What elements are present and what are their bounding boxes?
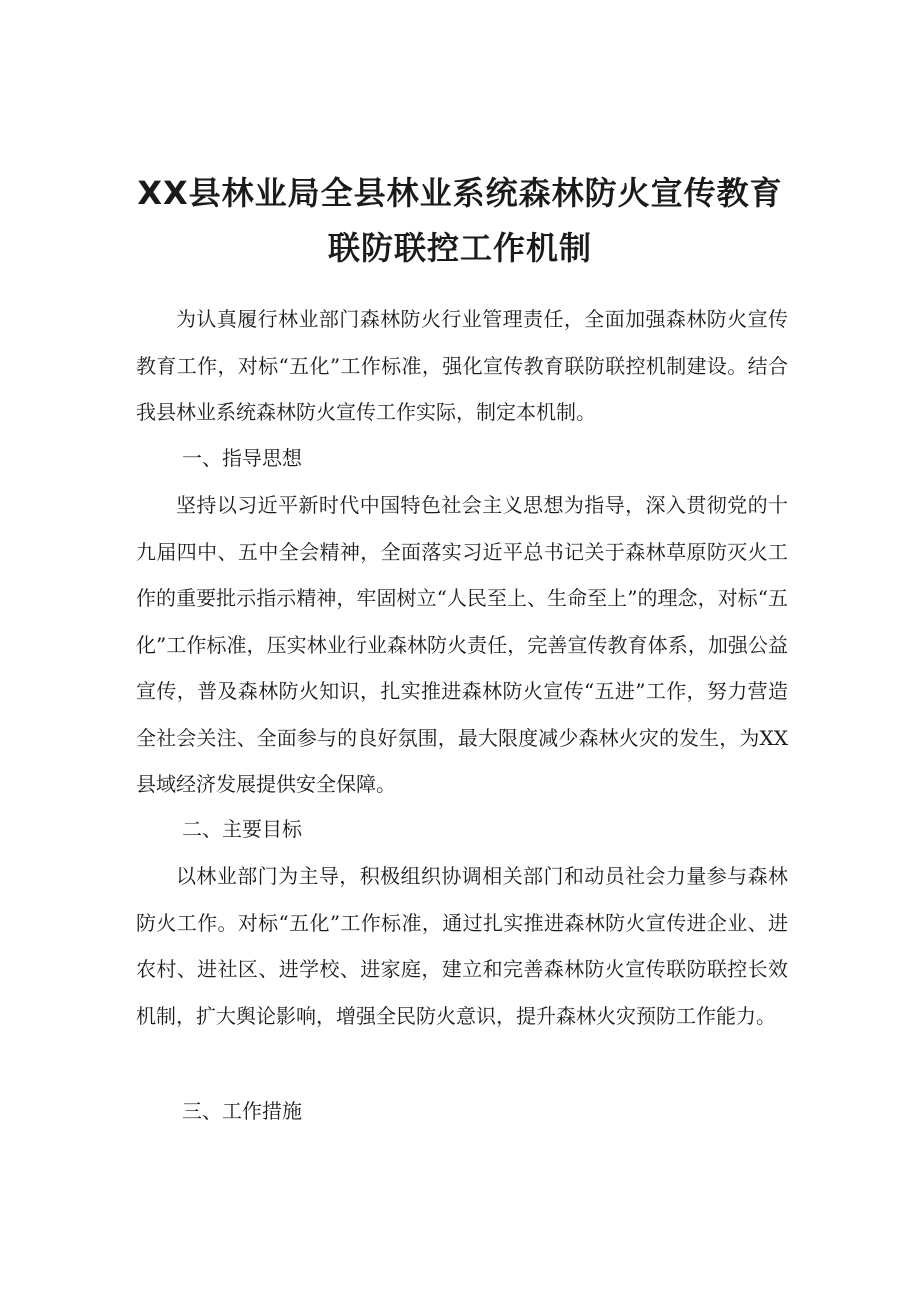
section-heading-main-goals: 二、主要目标 xyxy=(182,817,302,841)
section-heading-guiding-ideology: 一、指导思想 xyxy=(182,446,302,470)
document-title-line1: XX县林业局全县林业系统森林防火宣传教育 xyxy=(137,174,783,212)
intro-paragraph: 为认真履行林业部门森林防火行业管理责任，全面加强森林防火宣传教育工作，对标“五化”工作标准，强化宣传教育联防联控机制建设。结合我县林业系统森林防火宣传工作实际，制定本机制。 xyxy=(136,307,788,424)
document-title-line2: 联防联控工作机制 xyxy=(327,229,592,267)
section-heading-work-measures: 三、工作措施 xyxy=(182,1099,302,1123)
section-body-guiding-ideology: 坚持以习近平新时代中国特色社会主义思想为指导，深入贯彻党的十九届四中、五中全会精神，全面落实习近平总书记关于森林草原防灭火工作的重要批示指示精神，牢固树立“人民至上、生命至上”的理念，对标“五化”工作标准，压实林业行业森林防火责任，完善宣传教育体系，加强公益宣传，普及森林防火知识，扎实推进森林防火宣传“五进”工作，努力营造全社会关注、全面参与的良好氛围，最大限度减少森林火灾的发生，为XX县域经济发展提供安全保障。 xyxy=(136,493,788,796)
section-body-main-goals: 以林业部门为主导，积极组织协调相关部门和动员社会力量参与森林防火工作。对标“五化”工作标准，通过扎实推进森林防火宣传进企业、进农村、进社区、进学校、进家庭，建立和完善森林防火宣传联防联控长效机制，扩大舆论影响，增强全民防火意识，提升森林火灾预防工作能力。 xyxy=(136,864,788,1028)
